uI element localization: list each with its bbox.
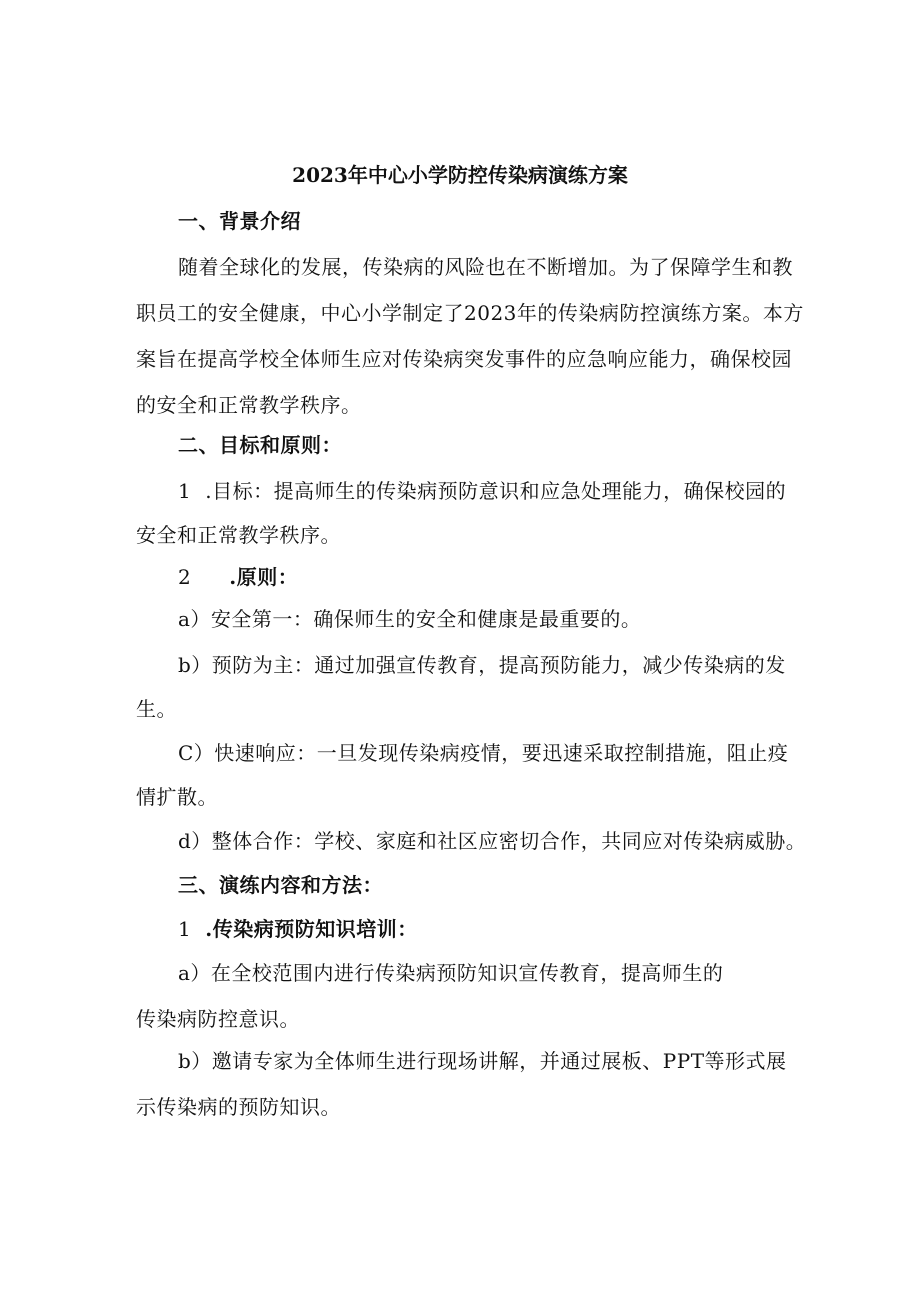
drill-subheading: [178, 914, 418, 944]
paragraph-line: 的安全和正常教学秩序。: [136, 393, 362, 417]
principle-heading: [178, 562, 298, 592]
drill-sub-number: 1: [178, 917, 192, 941]
section-heading-goals: 二、目标和原则：: [178, 433, 342, 457]
drill-item-continued: 示传染病的预防知识。: [136, 1095, 341, 1119]
principle-item-continued: 情扩散。: [136, 785, 218, 809]
principle-item: b）预防为主：通过加强宣传教育，提高预防能力，减少传染病的发: [178, 653, 786, 677]
section-heading-drill: 三、演练内容和方法：: [178, 873, 383, 897]
goal-line-continued: 安全和正常教学秩序。: [136, 523, 341, 547]
section-heading-background: 一、背景介绍: [178, 209, 301, 233]
drill-item: b）邀请专家为全体师生进行现场讲解，并通过展板、PPT等形式展: [178, 1049, 787, 1073]
drill-item: a）在全校范围内进行传染病预防知识宣传教育，提高师生的: [178, 961, 724, 985]
principle-item: d）整体合作：学校、家庭和社区应密切合作，共同应对传染病威胁。: [178, 829, 807, 853]
principle-label: .原则：: [229, 565, 299, 589]
drill-item-continued: 传染病防控意识。: [136, 1007, 300, 1031]
principle-item-continued: 生。: [136, 697, 177, 721]
goal-text: .目标：提高师生的传染病预防意识和应急处理能力，确保校园的: [205, 479, 787, 503]
principle-number: 2: [178, 565, 192, 589]
paragraph-line: 职员工的安全健康，中心小学制定了2023年的传染病防控演练方案。本方: [136, 301, 804, 325]
goal-line: [178, 476, 786, 506]
principle-item: a）安全第一：确保师生的安全和健康是最重要的。: [178, 607, 642, 631]
paragraph-line: 随着全球化的发展，传染病的风险也在不断增加。为了保障学生和教: [178, 255, 793, 279]
goal-number: 1: [178, 479, 192, 503]
principle-item: C）快速响应：一旦发现传染病疫情，要迅速采取控制措施，阻止疫: [178, 741, 789, 765]
drill-sub-label: .传染病预防知识培训：: [205, 917, 418, 941]
paragraph-line: 案旨在提高学校全体师生应对传染病突发事件的应急响应能力，确保校园: [136, 347, 792, 371]
document-title: 2023年中心小学防控传染病演练方案: [292, 163, 628, 187]
